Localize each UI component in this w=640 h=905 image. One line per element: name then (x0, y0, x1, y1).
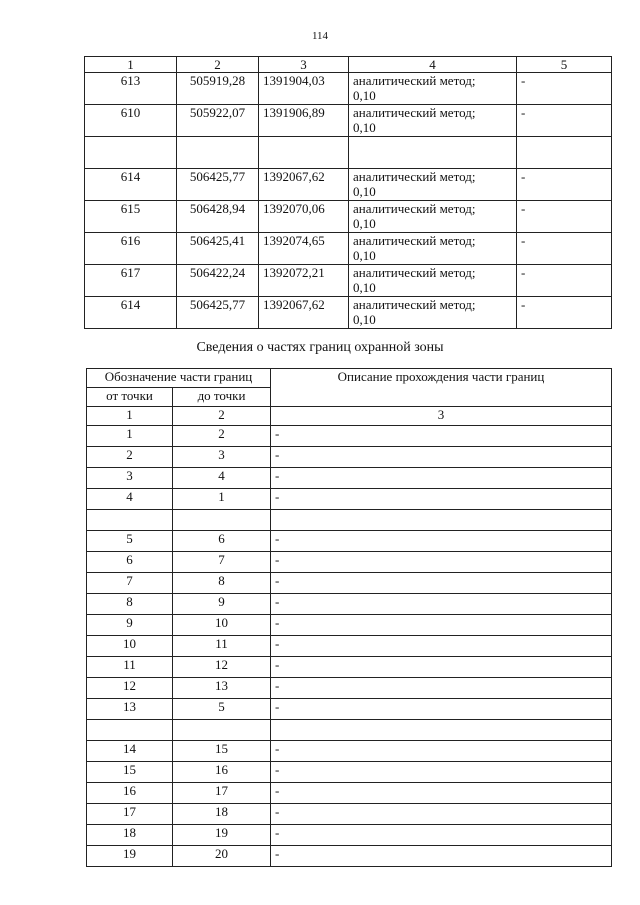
to-point: 3 (173, 447, 271, 468)
from-point: 15 (87, 762, 173, 783)
note-cell: - (517, 233, 612, 265)
point-number: 614 (85, 297, 177, 329)
coordinates-row (85, 265, 612, 297)
to-point: 11 (173, 636, 271, 657)
to-point: 19 (173, 825, 271, 846)
parts-row (87, 510, 612, 531)
y-coordinate: 1392072,21 (259, 265, 349, 297)
from-point: 7 (87, 573, 173, 594)
to-point: 9 (173, 594, 271, 615)
to-point: 10 (173, 615, 271, 636)
part-description: - (271, 783, 612, 804)
y-coordinate: 1392067,62 (259, 169, 349, 201)
point-number: 614 (85, 169, 177, 201)
part-description: - (271, 531, 612, 552)
y-coordinate: 1392074,65 (259, 233, 349, 265)
part-description: - (271, 426, 612, 447)
from-point: 17 (87, 804, 173, 825)
parts-row (87, 699, 612, 720)
accuracy-value: 0,10 (353, 312, 376, 327)
coordinates-table (84, 56, 612, 329)
to-point: 6 (173, 531, 271, 552)
parts-row (87, 468, 612, 489)
method-text: аналитический метод; (353, 201, 476, 216)
x-coordinate: 505919,28 (177, 73, 259, 105)
from-point: 9 (87, 615, 173, 636)
point-number: 615 (85, 201, 177, 233)
boundary-parts-table (86, 368, 612, 867)
note-cell: - (517, 201, 612, 233)
x-coordinate: 505922,07 (177, 105, 259, 137)
note-cell: - (517, 105, 612, 137)
y-coordinate: 1391906,89 (259, 105, 349, 137)
column-index: 3 (271, 407, 612, 426)
parts-row (87, 531, 612, 552)
to-point (173, 510, 271, 531)
to-point: 2 (173, 426, 271, 447)
page-number: 114 (311, 30, 329, 42)
point-number: 616 (85, 233, 177, 265)
from-point (87, 720, 173, 741)
parts-row (87, 447, 612, 468)
from-point: 3 (87, 468, 173, 489)
header-to-point: до точки (173, 388, 271, 407)
part-description: - (271, 804, 612, 825)
part-description: - (271, 678, 612, 699)
parts-index-row (87, 407, 612, 426)
from-point: 4 (87, 489, 173, 510)
method-cell (349, 137, 517, 169)
to-point: 15 (173, 741, 271, 762)
method-cell (349, 73, 517, 105)
parts-row (87, 594, 612, 615)
column-header: 3 (259, 57, 349, 73)
method-cell (349, 265, 517, 297)
part-description: - (271, 594, 612, 615)
coordinates-row (85, 297, 612, 329)
part-description: - (271, 699, 612, 720)
from-point: 5 (87, 531, 173, 552)
method-text: аналитический метод; (353, 169, 476, 184)
parts-row (87, 489, 612, 510)
parts-row (87, 426, 612, 447)
accuracy-value: 0,10 (353, 216, 376, 231)
parts-row (87, 720, 612, 741)
parts-row (87, 552, 612, 573)
point-number: 613 (85, 73, 177, 105)
coordinates-row (85, 137, 612, 169)
to-point (173, 720, 271, 741)
part-description: - (271, 489, 612, 510)
parts-row (87, 762, 612, 783)
coordinates-row (85, 233, 612, 265)
section-title: Сведения о частях границ охранной зоны (196, 340, 444, 355)
coordinates-row (85, 73, 612, 105)
parts-row (87, 804, 612, 825)
part-description: - (271, 552, 612, 573)
from-point: 10 (87, 636, 173, 657)
parts-header-row (87, 369, 612, 388)
column-header: 2 (177, 57, 259, 73)
y-coordinate: 1392067,62 (259, 297, 349, 329)
coordinates-header-row (85, 57, 612, 73)
x-coordinate: 506428,94 (177, 201, 259, 233)
parts-row (87, 615, 612, 636)
to-point: 20 (173, 846, 271, 867)
to-point: 18 (173, 804, 271, 825)
column-index: 1 (87, 407, 173, 426)
part-description: - (271, 762, 612, 783)
method-cell (349, 105, 517, 137)
to-point: 12 (173, 657, 271, 678)
note-cell (517, 137, 612, 169)
x-coordinate: 506425,77 (177, 169, 259, 201)
column-header: 1 (85, 57, 177, 73)
note-cell: - (517, 297, 612, 329)
from-point: 13 (87, 699, 173, 720)
coordinates-row (85, 201, 612, 233)
from-point: 19 (87, 846, 173, 867)
method-text: аналитический метод; (353, 105, 476, 120)
coordinates-row (85, 105, 612, 137)
method-cell (349, 169, 517, 201)
parts-row (87, 636, 612, 657)
to-point: 1 (173, 489, 271, 510)
method-cell (349, 201, 517, 233)
from-point: 2 (87, 447, 173, 468)
x-coordinate: 506425,77 (177, 297, 259, 329)
column-header: 5 (517, 57, 612, 73)
method-text: аналитический метод; (353, 73, 476, 88)
x-coordinate: 506422,24 (177, 265, 259, 297)
accuracy-value: 0,10 (353, 184, 376, 199)
point-number: 610 (85, 105, 177, 137)
y-coordinate (259, 137, 349, 169)
to-point: 5 (173, 699, 271, 720)
coordinates-row (85, 169, 612, 201)
part-description (271, 720, 612, 741)
part-description: - (271, 573, 612, 594)
method-text: аналитический метод; (353, 265, 476, 280)
from-point: 1 (87, 426, 173, 447)
note-cell: - (517, 169, 612, 201)
header-from-point: от точки (87, 388, 173, 407)
part-description: - (271, 657, 612, 678)
to-point: 16 (173, 762, 271, 783)
note-cell: - (517, 265, 612, 297)
accuracy-value: 0,10 (353, 88, 376, 103)
x-coordinate: 506425,41 (177, 233, 259, 265)
part-description: - (271, 468, 612, 489)
from-point: 18 (87, 825, 173, 846)
accuracy-value: 0,10 (353, 248, 376, 263)
parts-row (87, 846, 612, 867)
part-description (271, 510, 612, 531)
from-point: 16 (87, 783, 173, 804)
y-coordinate: 1391904,03 (259, 73, 349, 105)
accuracy-value: 0,10 (353, 280, 376, 295)
point-number (85, 137, 177, 169)
method-text: аналитический метод; (353, 233, 476, 248)
parts-row (87, 825, 612, 846)
to-point: 4 (173, 468, 271, 489)
to-point: 8 (173, 573, 271, 594)
method-cell (349, 233, 517, 265)
note-cell: - (517, 73, 612, 105)
parts-row (87, 678, 612, 699)
y-coordinate: 1392070,06 (259, 201, 349, 233)
to-point: 7 (173, 552, 271, 573)
parts-row (87, 783, 612, 804)
parts-row (87, 573, 612, 594)
from-point: 6 (87, 552, 173, 573)
from-point (87, 510, 173, 531)
part-description: - (271, 741, 612, 762)
from-point: 14 (87, 741, 173, 762)
parts-row (87, 741, 612, 762)
method-text: аналитический метод; (353, 297, 476, 312)
from-point: 11 (87, 657, 173, 678)
part-description: - (271, 447, 612, 468)
column-header: 4 (349, 57, 517, 73)
part-description: - (271, 825, 612, 846)
point-number: 617 (85, 265, 177, 297)
header-description: Описание прохождения части границ (271, 369, 612, 407)
part-description: - (271, 636, 612, 657)
to-point: 17 (173, 783, 271, 804)
parts-row (87, 657, 612, 678)
to-point: 13 (173, 678, 271, 699)
accuracy-value: 0,10 (353, 120, 376, 135)
method-cell (349, 297, 517, 329)
x-coordinate (177, 137, 259, 169)
header-boundary-designation: Обозначение части границ (87, 369, 271, 388)
part-description: - (271, 615, 612, 636)
part-description: - (271, 846, 612, 867)
from-point: 8 (87, 594, 173, 615)
from-point: 12 (87, 678, 173, 699)
column-index: 2 (173, 407, 271, 426)
